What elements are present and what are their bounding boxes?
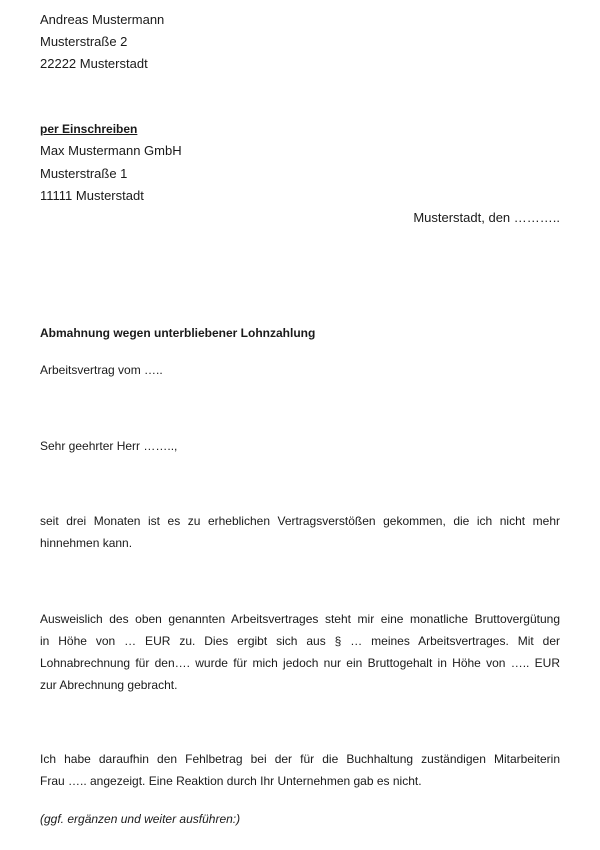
salutation: Sehr geehrter Herr …….., [40,439,178,453]
paragraph-3-line-1: Ich habe daraufhin den Fehlbetrag bei der für die Buchhaltung zuständigen Mitarbeiterin [40,752,560,766]
paragraph-1-line-1: seit drei Monaten ist es zu erheblichen Vertragsverstößen gekommen, die ich nicht mehr [40,514,560,528]
recipient-street: Musterstraße 1 [40,166,128,181]
paragraph-1 [40,510,560,554]
subject-line: Abmahnung wegen unterbliebener Lohnzahlung [40,326,316,340]
delivery-note: per Einschreiben [40,122,138,136]
instruction-note: (ggf. ergänzen und weiter ausführen:) [40,812,241,826]
sender-name: Andreas Mustermann [40,12,165,27]
paragraph-2-line-2: in Höhe von … EUR zu. Dies ergibt sich aus § … meines Arbeitsvertrages. Mit der [40,634,560,648]
recipient-company: Max Mustermann GmbH [40,143,182,158]
paragraph-2-line-4: zur Abrechnung gebracht. [40,678,178,692]
paragraph-3-line-2: Frau ….. angezeigt. Eine Reaktion durch Ihr Unternehmen gab es nicht. [40,774,422,788]
paragraph-1-line-2: hinnehmen kann. [40,536,133,550]
reference-line: Arbeitsvertrag vom ….. [40,363,163,377]
date-line: Musterstadt, den ……….. [413,210,560,225]
paragraph-2-line-1: Ausweislich des oben genannten Arbeitsvertrages steht mir eine monatliche Bruttovergütung [40,612,560,626]
sender-city: 22222 Musterstadt [40,56,148,71]
paragraph-2 [40,608,560,696]
sender-street: Musterstraße 2 [40,34,128,49]
recipient-city: 11111 Musterstadt [40,188,144,203]
paragraph-3 [40,748,560,792]
paragraph-2-line-3: Lohnabrechnung für den…. wurde für mich jedoch nur ein Bruttogehalt in Höhe von ….. EUR [40,656,560,670]
